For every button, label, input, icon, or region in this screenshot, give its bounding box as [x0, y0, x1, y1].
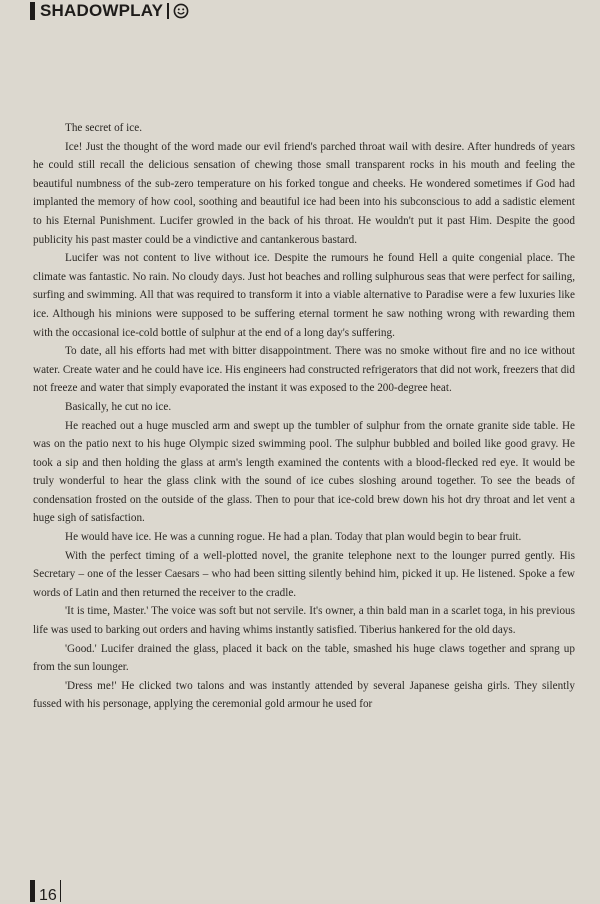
- footer-divider: [60, 880, 62, 902]
- paragraph: With the perfect timing of a well-plotted novel, the granite telephone next to the lounger purred gently. His Secretary – one of the lesser Caesars – who had been sitting silently behind him, picked it up. He listened. Spoke a few words of Latin and then returned the receiver to the cradle.: [33, 549, 575, 599]
- paragraph: He would have ice. He was a cunning rogue. He had a plan. Today that plan would begin to bear fruit.: [65, 531, 522, 544]
- running-header: [30, 0, 189, 22]
- paragraph: Basically, he cut no ice.: [65, 400, 172, 413]
- paragraph: Lucifer was not content to live without ice. Despite the rumours he found Hell a quite congenial place. The climate was fantastic. No rain. No cloudy days. Just hot beaches and rolling sulphurous seas that were perfect for sailing, surfing and swimming. All that was required to transform it into a viable alternative to Paradise were a few luxuries like ice. Although his minions were supposed to be suffering eternal torment he saw nothing wrong with rewarding them with the occasional ice-cold bottle of sulphur at the end of a long day's suffering.: [33, 252, 575, 339]
- footer-bar: [30, 880, 35, 902]
- paragraph: To date, all his efforts had met with bitter disappointment. There was no smoke without fire and no ice without water. Create water and he could have ice. His engineers had constructed refrigerators that did not work, freezers that did not freeze and water that simply evaporated the instant it was exposed to the 200-degree heat.: [33, 345, 575, 395]
- paragraph: He reached out a huge muscled arm and swept up the tumbler of sulphur from the ornate granite side table. He was on the patio next to his huge Olympic sized swimming pool. The sulphur bubbled and boiled like good gravy. He took a sip and then holding the glass at arm's length examined the contents with a blood-flecked red eye. It would be truly wonderful to hear the glass clink with the sound of ice cubes sloshing around together. To see the beads of condensation frosted on the outside of the glass. Then to pour that ice-cold brew down his hot dry throat and let vent a huge sigh of satisfaction.: [33, 419, 575, 525]
- smiley-face-icon: [173, 3, 189, 19]
- page-number: 16: [39, 887, 57, 904]
- paragraph: 'It is time, Master.' The voice was soft but not servile. It's owner, a thin bald man in a scarlet toga, in his previous life was used to barking out orders and having whims instantly satisfied. Tiberius hankered for the old days.: [33, 605, 575, 637]
- paragraph: The secret of ice.: [65, 122, 143, 134]
- header-bar: [30, 2, 35, 20]
- page-footer: [30, 880, 61, 902]
- paragraph: 'Dress me!' He clicked two talons and was instantly attended by several Japanese geisha girls. They silently fussed with his personage, applying the ceremonial gold armour he used for: [33, 679, 575, 711]
- paragraph: Ice! Just the thought of the word made our evil friend's parched throat wail with desire. After hundreds of years he could still recall the delicious sensation of chewing those small transparent rocks in his mouth and feeling the beautiful numbness of the sub-zero temperature on his forked tongue and cheeks. He wondered sometimes if God had implanted the memory of how cool, soothing and beautiful ice had been into his subconscious to add a sadistic element to his Eternal Punishment. Lucifer growled in the back of his throat. He wouldn't put it past Him. Despite the good publicity his past master could be a vindictive and cantankerous bastard.: [33, 140, 575, 246]
- header-divider: [167, 3, 169, 19]
- paragraph: 'Good.' Lucifer drained the glass, placed it back on the table, smashed his huge claws together and sprang up from the sun lounger.: [33, 642, 575, 674]
- body-text: [33, 119, 575, 714]
- book-title: SHADOWPLAY: [40, 1, 164, 20]
